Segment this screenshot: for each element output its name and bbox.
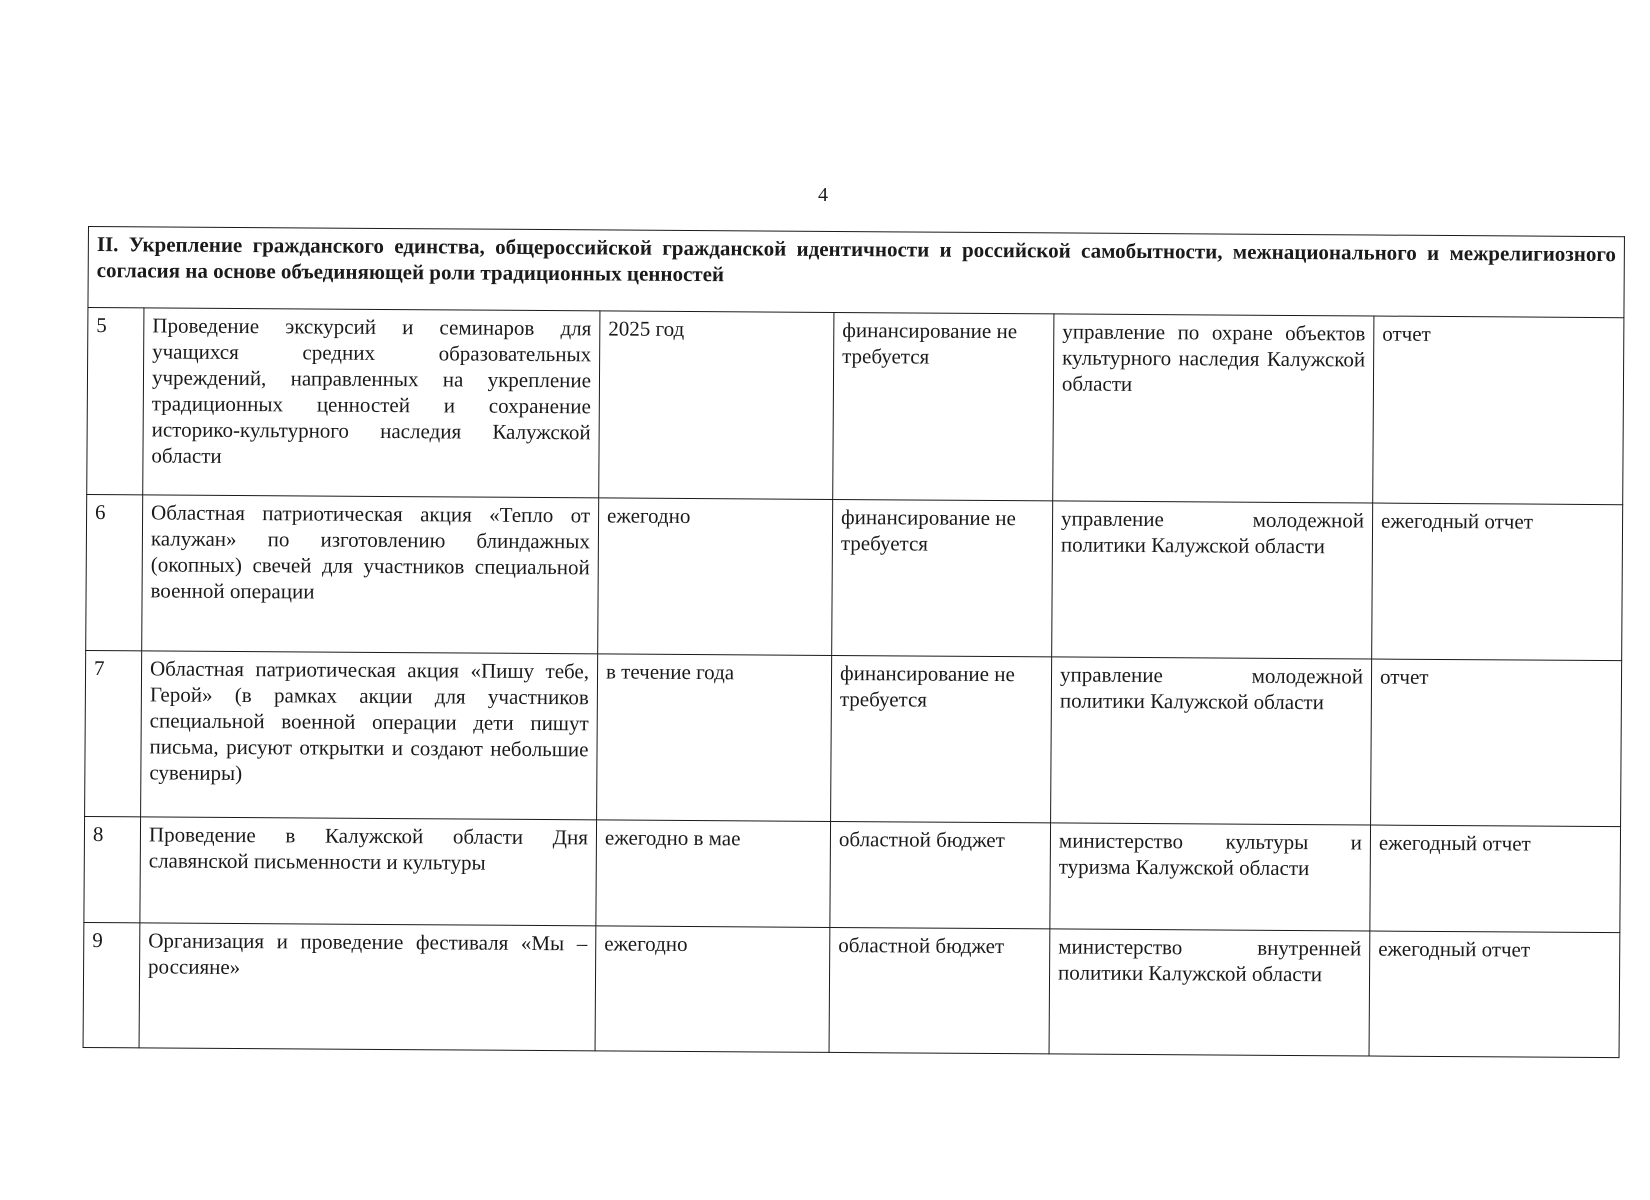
event-responsible: управление молодежной политики Калужской области xyxy=(1051,657,1372,825)
table-row xyxy=(86,494,1623,660)
table-row xyxy=(87,308,1624,505)
row-number: 6 xyxy=(86,494,143,650)
row-number: 8 xyxy=(84,816,141,922)
table-row xyxy=(83,922,1620,1057)
row-number: 9 xyxy=(83,922,140,1047)
event-responsible: министерство внутренней политики Калужской области xyxy=(1049,929,1370,1056)
action-plan-table xyxy=(83,226,1625,1058)
event-funding: финансирование не требуется xyxy=(831,655,1052,822)
event-result: ежегодный отчет xyxy=(1372,503,1623,661)
event-period: 2025 год xyxy=(599,311,834,500)
event-funding: областной бюджет xyxy=(830,821,1051,928)
event-description: Областная патриотическая акция «Тепло от калужан» по изготовлению блиндажных (окопных) свечей для участников специальной военной операции xyxy=(142,495,599,654)
event-funding: финансирование не требуется xyxy=(832,499,1053,656)
event-funding: финансирование не требуется xyxy=(833,312,1054,500)
event-funding: областной бюджет xyxy=(829,927,1050,1053)
event-responsible: министерство культуры и туризма Калужской области xyxy=(1050,823,1371,931)
event-period: ежегодно xyxy=(595,926,830,1053)
table-row xyxy=(85,650,1622,826)
event-period: в течение года xyxy=(597,654,832,822)
section-heading: II. Укрепление гражданского единства, общероссийской гражданской идентичности и российской самобытности, межнационального и межрелигиозного согласия на основе объединяющей роли традиционных ценностей xyxy=(88,227,1625,318)
section-header-row xyxy=(88,227,1625,318)
event-description: Проведение экскурсий и семинаров для учащихся средних образовательных учреждений, направленных на укрепление традиционных ценностей и сохранение историко-культурного наследия Калужской области xyxy=(143,308,600,498)
event-result: ежегодный отчет xyxy=(1370,825,1621,933)
event-period: ежегодно в мае xyxy=(596,820,831,928)
event-responsible: управление по охране объектов культурного наследия Калужской области xyxy=(1053,314,1374,503)
event-result: отчет xyxy=(1373,316,1624,505)
event-description: Проведение в Калужской области Дня славянской письменности и культуры xyxy=(140,817,597,926)
page-number: 4 xyxy=(818,184,828,206)
row-number: 5 xyxy=(87,308,144,495)
event-result: ежегодный отчет xyxy=(1369,931,1620,1058)
event-responsible: управление молодежной политики Калужской области xyxy=(1052,501,1373,659)
event-period: ежегодно xyxy=(598,498,833,656)
event-description: Организация и проведение фестиваля «Мы – россияне» xyxy=(139,923,596,1051)
table-row xyxy=(84,816,1621,932)
event-description: Областная патриотическая акция «Пишу тебе, Герой» (в рамках акции для участников специальной военной операции дети пишут письма, рисуют открытки и создают небольшие сувениры) xyxy=(141,651,598,820)
row-number: 7 xyxy=(85,650,142,816)
event-result: отчет xyxy=(1371,659,1622,827)
